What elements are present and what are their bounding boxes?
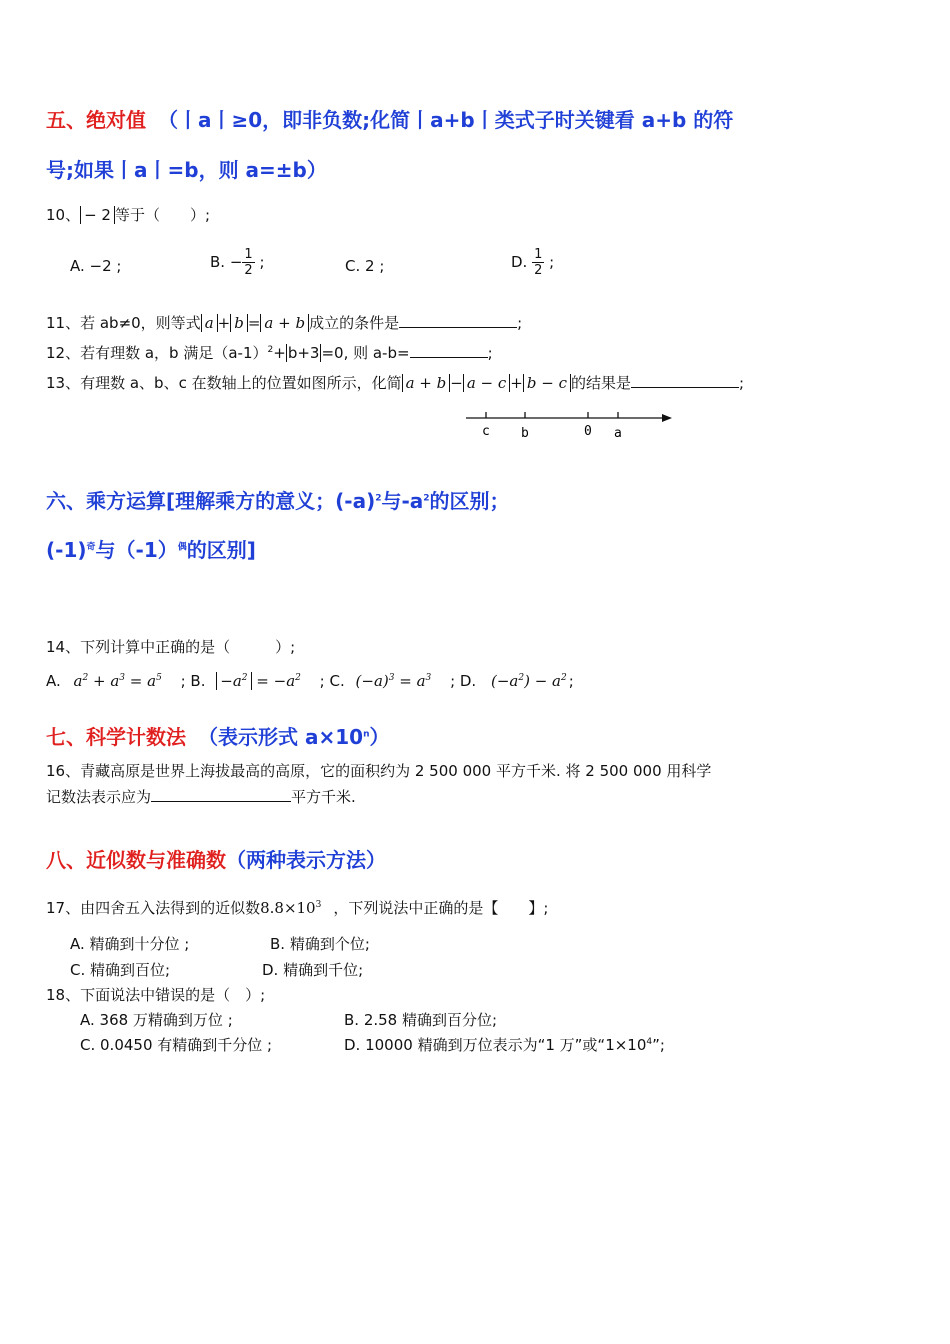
q11-end: ; (517, 314, 523, 332)
section-6-title-part4: (-1) (46, 538, 87, 562)
section-5-title: 绝对值 (86, 108, 146, 132)
q12-abs: b+3 (287, 344, 320, 362)
section-8-number: 八、 (46, 848, 86, 872)
section-6-sup-odd: 奇 (86, 542, 96, 553)
q10-option-d (511, 247, 554, 278)
q11-answer-blank[interactable] (399, 313, 517, 328)
q11-abs-a: a (201, 314, 218, 332)
number-line-arrow (662, 414, 672, 422)
section-6-title-part2: 与-a (381, 489, 424, 513)
section-7-title: 科学计数法 (86, 725, 186, 749)
q10-option-b-sign: − (229, 253, 243, 271)
question-17 (46, 897, 548, 918)
q14-option-a-label: A. (46, 672, 61, 690)
q14-option-a-formula: $a^2 + a^3 = a^5$ (73, 672, 162, 690)
section-6-sup2: 2 (423, 493, 430, 504)
q14-option-c-formula: $(-a)^3 = a^3$ (355, 672, 432, 690)
q10-option-a-label: A. (70, 257, 90, 275)
q10-suffix: 等于（ ）; (114, 206, 211, 224)
q16-line2-suffix: 平方千米. (291, 788, 356, 806)
section-7-number: 七、 (46, 725, 86, 749)
fraction-numerator: 1 (244, 247, 253, 262)
q17-option-d: D. 精确到千位; (262, 961, 364, 979)
q17-suffix: ，下列说法中正确的是【 】; (333, 899, 549, 917)
q18-option-b: B. 2.58 精确到百分位; (344, 1011, 498, 1029)
number-line-figure (460, 406, 680, 442)
section-6-title-part6: 的区别] (186, 538, 256, 562)
axis-label-0: 0 (584, 424, 592, 439)
q11-prefix: 11、若 ab≠0，则等式 (46, 314, 201, 332)
section-8-title: 近似数与准确数 (86, 848, 226, 872)
section-5-desc-line2: 号;如果丨a丨=b，则 a=±b） (46, 158, 327, 182)
q10-option-d-fraction (532, 247, 544, 278)
axis-label-a: a (614, 426, 622, 441)
section-6-title-part3: 的区别； (429, 489, 510, 513)
section-5-desc-line1: （丨a丨≥0，即非负数;化简丨a+b丨类式子时关键看 a+b 的符 (158, 108, 734, 132)
q14-option-d-label: ; D. (450, 672, 477, 690)
q10-option-d-label: D. (511, 253, 533, 271)
question-11 (46, 312, 522, 333)
q16-line2 (46, 786, 356, 807)
q14-option-b-label: ; B. (180, 672, 206, 690)
q17-option-c: C. 精确到百位; (70, 961, 171, 979)
q12-text3: =0, 则 a-b= (321, 344, 410, 362)
section-5-heading (46, 104, 733, 133)
q12-exponent: 2 (267, 345, 274, 355)
q18-option-d-end: ”; (652, 1036, 665, 1054)
q12-answer-blank[interactable] (410, 343, 488, 358)
section-6-sup-even: 偶 (177, 542, 187, 553)
q17-number-base: 8.8×10 (260, 899, 316, 917)
q11-abs-b: b (230, 314, 248, 332)
section-7-desc (198, 725, 389, 749)
fraction-denominator: 2 (534, 263, 543, 278)
q12-text1: 12、若有理数 a，b 满足（a-1） (46, 344, 268, 362)
q14-end: ; (568, 672, 574, 690)
section-6-title-part5: 与（-1） (95, 538, 178, 562)
q11-equals: = (247, 314, 261, 332)
axis-label-c: c (482, 424, 490, 439)
q10-option-b (210, 247, 265, 278)
q10-abs-expression: − 2 (80, 206, 115, 224)
section-6-heading-line1 (46, 485, 510, 514)
question-12 (46, 342, 493, 363)
q18-option-d-exponent: 4 (646, 1037, 653, 1047)
q13-plus: + (510, 374, 523, 392)
q10-prefix: 10、 (46, 206, 81, 224)
q16-answer-blank[interactable] (151, 787, 291, 802)
section-6-heading-line2 (46, 534, 256, 563)
question-14: 14、下列计算中正确的是（ ）; (46, 638, 296, 656)
q13-abs-a-plus-b: a + b (402, 374, 451, 392)
q10-option-b-suffix: ; (254, 253, 265, 271)
q17-option-a: A. 精确到十分位 ; (70, 935, 190, 953)
question-18: 18、下面说法中错误的是（ ）; (46, 986, 266, 1004)
q14-option-c-label: ; C. (319, 672, 345, 690)
q12-plus: + (273, 344, 286, 362)
section-7-heading (46, 721, 389, 750)
q18-option-c: C. 0.0450 有精确到千分位 ; (80, 1036, 273, 1054)
q11-plus: + (217, 314, 231, 332)
q14-option-b-formula: $-a^2 = -a^2$ (216, 672, 301, 690)
axis-label-b: b (521, 426, 529, 441)
q18-option-d-text: D. 10000 精确到万位表示为“1 万”或“1×10 (344, 1036, 647, 1054)
question-13 (46, 372, 744, 393)
q13-end: ; (738, 374, 745, 392)
q10-option-d-suffix: ; (544, 253, 555, 271)
q13-minus: − (450, 374, 463, 392)
fraction-numerator: 1 (534, 247, 543, 262)
q17-number (260, 899, 321, 917)
section-7-desc-end: ） (369, 725, 390, 749)
q12-end: ; (487, 344, 493, 362)
section-6-number: 六、 (46, 489, 86, 513)
q10-option-c: C. 2 ; (345, 257, 385, 275)
section-5-number: 五、 (46, 108, 86, 132)
section-6-sup1: 2 (375, 493, 382, 504)
q16-line2-prefix: 记数法表示应为 (46, 788, 152, 806)
q18-option-a: A. 368 万精确到万位 ; (80, 1011, 233, 1029)
question-10 (46, 204, 210, 225)
q13-abs-b-minus-c: b − c (523, 374, 571, 392)
q10-option-b-label: B. (210, 253, 230, 271)
section-7-exponent: n (363, 729, 370, 740)
q13-abs-a-minus-c: a − c (463, 374, 510, 392)
q17-prefix: 17、由四舍五入法得到的近似数 (46, 899, 261, 917)
q13-prefix: 13、有理数 a、b、c 在数轴上的位置如图所示，化简 (46, 374, 402, 392)
q17-option-b: B. 精确到个位; (270, 935, 370, 953)
q10-option-b-fraction (242, 247, 254, 278)
q10-option-a-value: −2 ; (89, 257, 122, 275)
section-8-heading (46, 844, 386, 873)
q14-option-d-formula: $(-a^2) - a^2$ (490, 672, 567, 690)
section-7-desc-text: （表示形式 a×10 (198, 725, 364, 749)
q10-option-a (70, 257, 121, 275)
q16-line1: 16、青藏高原是世界上海拔最高的高原，它的面积约为 2 500 000 平方千米. 将 2 500 000 用科学 (46, 762, 712, 780)
q17-number-exponent: 3 (315, 900, 322, 910)
fraction-denominator: 2 (244, 263, 253, 278)
q11-suffix: 成立的条件是 (309, 314, 400, 332)
section-6-title-part1: 乘方运算[理解乘方的意义；(-a) (86, 489, 376, 513)
q18-option-d (344, 1034, 665, 1055)
q13-answer-blank[interactable] (631, 373, 739, 388)
q13-suffix: 的结果是 (570, 374, 631, 392)
section-8-desc: （两种表示方法） (226, 848, 386, 872)
q14-options (46, 672, 574, 690)
q11-abs-a-plus-b: a + b (260, 314, 309, 332)
